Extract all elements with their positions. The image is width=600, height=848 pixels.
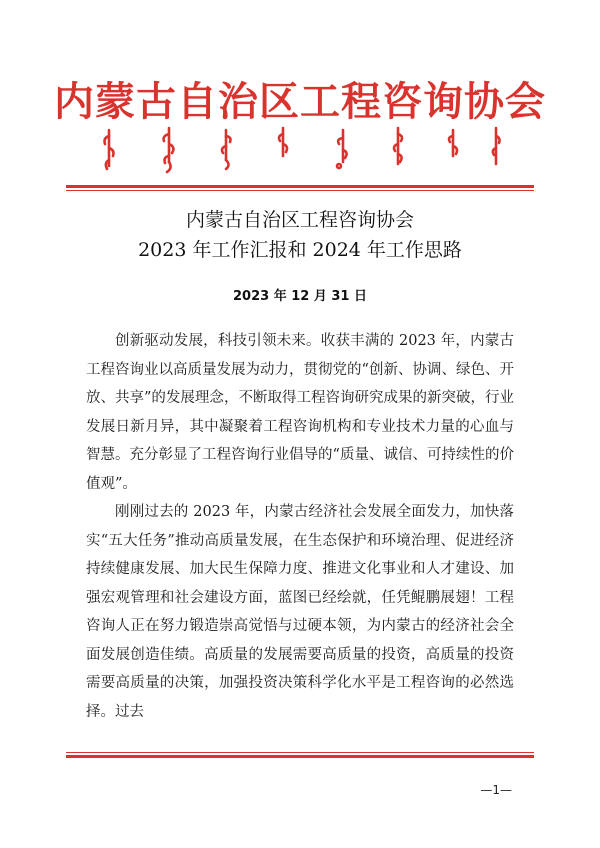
mongolian-word	[449, 130, 457, 156]
mongolian-word	[337, 130, 347, 168]
document-body	[86, 327, 514, 726]
page-number: —1—	[480, 783, 512, 797]
footer-divider-thin	[66, 752, 534, 753]
mongolian-word	[394, 128, 402, 164]
document-title-line-1: 内蒙古自治区工程咨询协会	[185, 209, 414, 231]
letterhead-divider-thin	[66, 190, 534, 191]
document-date: 2023 年 12 月 31 日	[233, 289, 367, 304]
mongolian-word	[222, 130, 231, 169]
mongolian-script-image	[95, 126, 505, 174]
footer-divider-thick	[66, 755, 534, 758]
mongolian-word	[164, 128, 174, 172]
letterhead-divider-thick	[66, 185, 534, 188]
document-title-line-2: 2023 年工作汇报和 2024 年工作思路	[138, 239, 462, 261]
mongolian-word	[105, 130, 114, 169]
body-paragraph: 创新驱动发展，科技引领未来。收获丰满的 2023 年，内蒙古工程咨询业以高质量发展为动力，贯彻党的“创新、协调、绿色、开放、共享”的发展理念，不断取得工程咨询研究成果的新突破，行业发展日新月异，其中凝聚着工程咨询机构和专业技术力量的心血与智慧。充分彰显了工程咨询行业倡导的“质量、诚信、可持续性的价值观”。	[86, 333, 514, 492]
letterhead-mongolian-script	[95, 126, 505, 174]
letterhead-org-name: 内蒙古自治区工程咨询协会	[54, 78, 546, 125]
mongolian-word	[493, 128, 500, 164]
mongolian-word	[279, 128, 287, 156]
body-paragraph: 刚刚过去的 2023 年，内蒙古经济社会发展全面发力，加快落实“五大任务”推动高质量发展，在生态保护和环境治理、促进经济持续健康发展、加大民生保障力度、推进文化事业和人才建设、加强宏观管理和社会建设方面，蓝图已经绘就，任凭鲲鹏展翅！工程咨询人正在努力锻造崇高觉悟与过硬本领，为内蒙古的经济社会全面发展创造佳绩。高质量的发展需要高质量的投资，高质量的投资需要高质量的决策，加强投资决策科学化水平是工程咨询的必然选择。过去	[86, 504, 514, 720]
document-title	[0, 205, 600, 265]
